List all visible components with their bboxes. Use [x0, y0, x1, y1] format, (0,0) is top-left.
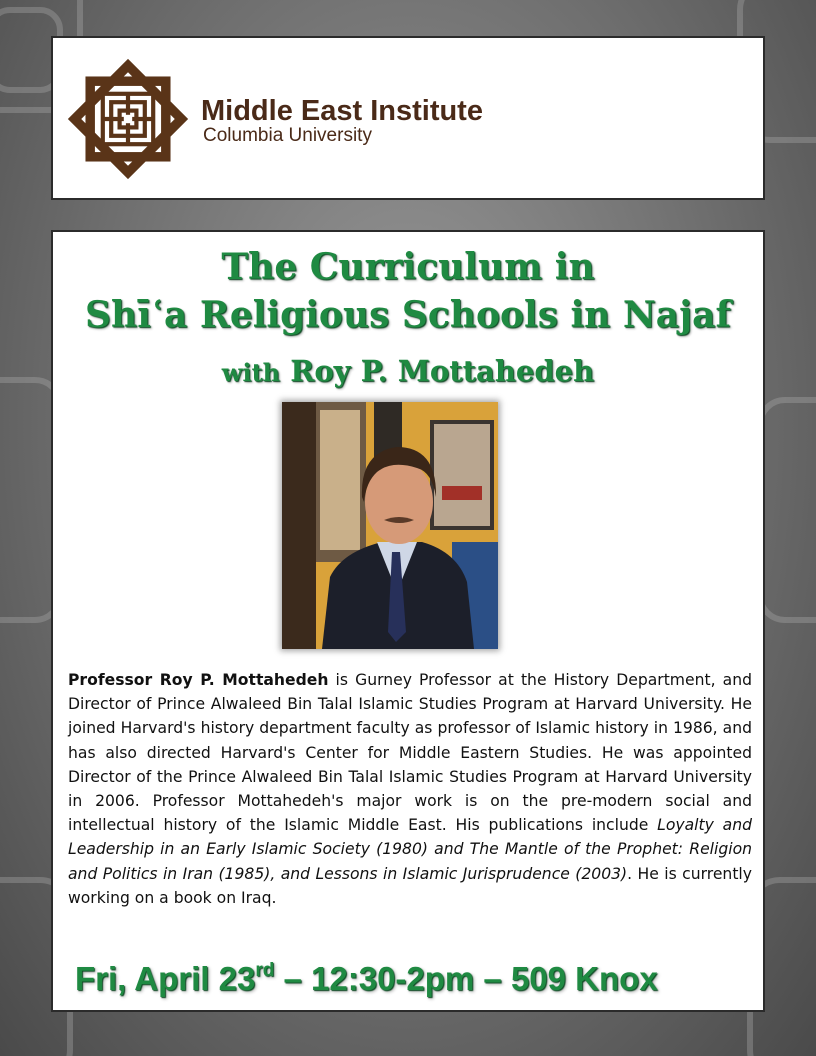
bio-publications: Loyalty and Leadership in an Early Islamic Society (1980) and The Mantle of the Prophet: Religion and Politics in Iran (1985), and Lessons in Islamic Jurisprudence (2003)	[68, 816, 753, 883]
event-title-line-1: The Curriculum in	[221, 246, 595, 288]
event-details	[75, 960, 755, 998]
bio-text: is Gurney Professor at the History Department, and Director of Prince Alwaleed Bin Talal Islamic Studies Program at Harvard University. He joined Harvard's history department faculty as professor of Islamic history in 1986, and has also directed Harvard's Center for Middle Eastern Studies. He was appointed Director of the Prince Alwaleed Bin Talal Islamic Studies Program at Harvard University in 2006. Professor Mottahedeh's major work is on the pre-modern social and intellectual history of the Islamic Middle East. His publications include	[68, 671, 752, 835]
institute-logo-icon	[65, 56, 191, 182]
university-name: Columbia University	[203, 125, 372, 146]
bio-text-end: . He is currently working on a book on Iraq.	[68, 864, 752, 907]
event-date: Fri, April 23	[75, 960, 256, 997]
logo-wordmark	[201, 96, 483, 146]
event-time-place: – 12:30-2pm – 509 Knox	[274, 960, 658, 997]
logo-banner	[51, 36, 765, 200]
speaker-line	[53, 354, 763, 388]
speaker-photo	[282, 402, 498, 649]
event-date-suffix: rd	[255, 960, 275, 981]
event-flyer	[51, 230, 765, 1012]
bio-name: Professor Roy P. Mottahedeh	[68, 671, 329, 689]
speaker-name: Roy P. Mottahedeh	[290, 354, 595, 388]
with-label: with	[221, 358, 281, 387]
event-title-line-2: Shīʿa Religious Schools in Najaf	[85, 294, 731, 336]
speaker-bio	[68, 668, 752, 910]
institute-name: Middle East Institute	[201, 95, 483, 127]
